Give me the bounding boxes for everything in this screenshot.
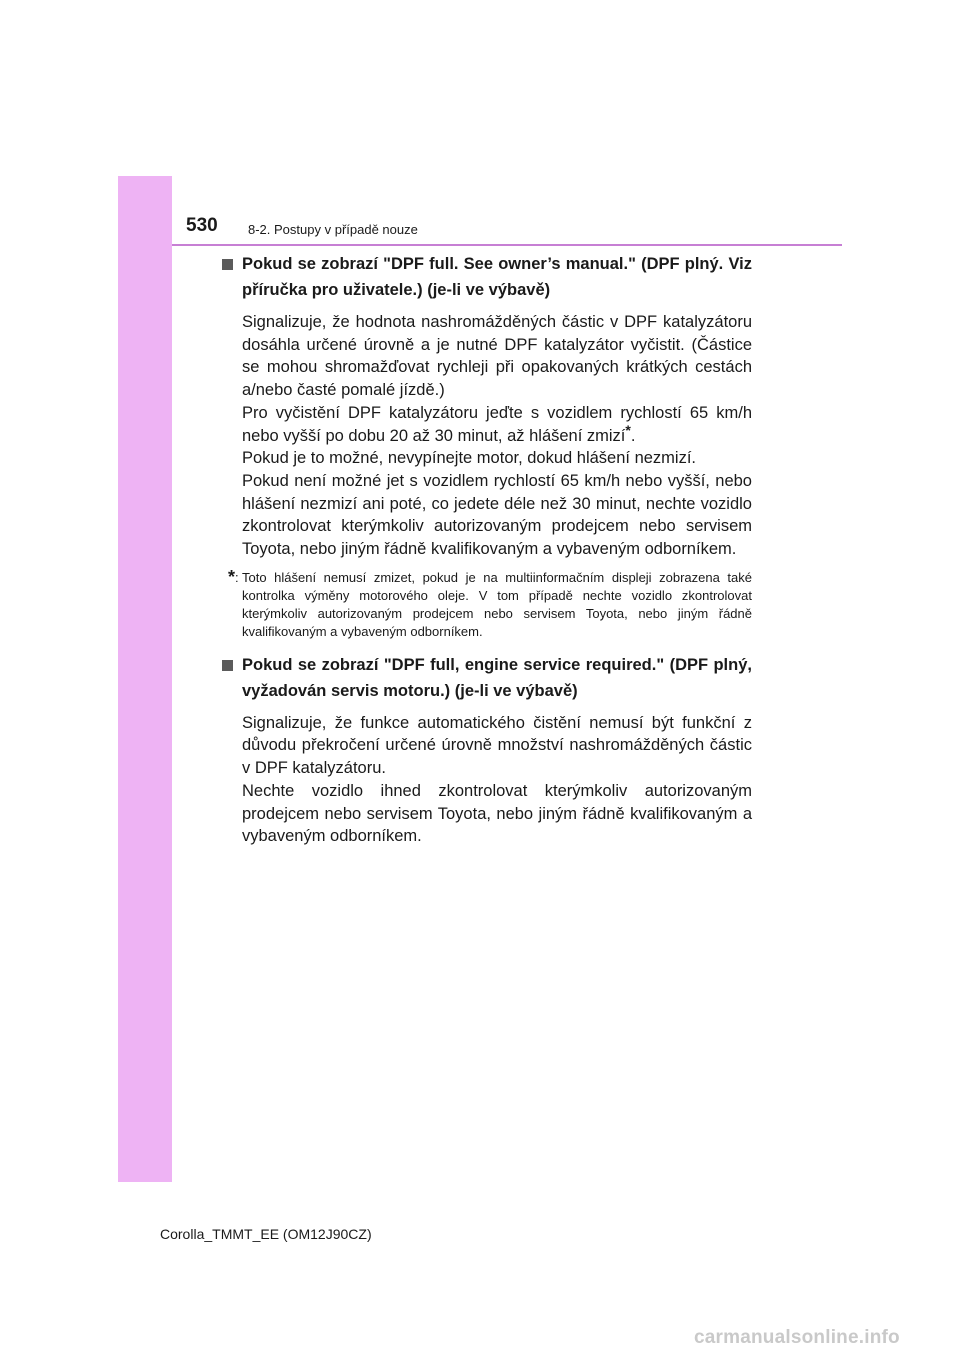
entry-dpf-engine-service bbox=[220, 652, 752, 848]
entry-heading-text: Pokud se zobrazí "DPF full, engine service required." (DPF plný, vyžadován servis motoru.) (je-li ve výbavě) bbox=[242, 655, 752, 700]
square-bullet-icon bbox=[222, 259, 233, 270]
paragraph: Pro vyčistění DPF katalyzátoru jeďte s vozidlem rychlostí 65 km/h nebo vyšší po dobu 20 až 30 minut, až hlášení zmizí*. bbox=[242, 403, 752, 445]
header-rule bbox=[172, 244, 842, 246]
footnote-star-icon: * bbox=[228, 566, 236, 587]
paragraph: Signalizuje, že hodnota nashromážděných částic v DPF katalyzátoru dosáhla určené úrovně a je nutné DPF katalyzátor vyčistit. (Částice se mohou shromažďovat rychleji při opakovaných krátkých cestách a/nebo časté pomalé jízdě.) bbox=[242, 313, 752, 400]
watermark-text: carmanualsonline.info bbox=[694, 1327, 900, 1348]
footnote bbox=[220, 566, 752, 641]
paragraph-text: Pro vyčistění DPF katalyzátoru jeďte s vozidlem rychlostí 65 km/h nebo vyšší po dobu 20 až 30 minut, až hlášení zmizí bbox=[242, 403, 752, 445]
footnote-colon: : bbox=[235, 569, 239, 585]
page-content bbox=[220, 251, 752, 848]
entry-dpf-full bbox=[220, 251, 752, 641]
footnote-text: Toto hlášení nemusí zmizet, pokud je na multiinformačním displeji zobrazena také kontrolka výměny motorového oleje. V tom případě nechte vozidlo zkontrolovat kterýmkoliv autorizovaným prodejcem nebo servisem Toyota, nebo jiným řádně kvalifikovaným a vybaveným odborníkem. bbox=[242, 569, 752, 639]
entry-heading-text: Pokud se zobrazí "DPF full. See owner’s manual." (DPF plný. Viz příručka pro uživatele.) (je-li ve výbavě) bbox=[242, 255, 752, 299]
paragraph: Nechte vozidlo ihned zkontrolovat kterýmkoliv autorizovaným prodejcem nebo servisem Toyota, nebo jiným řádně kvalifikovaným a vybaveným odborníkem. bbox=[242, 781, 752, 846]
entry-heading bbox=[220, 652, 752, 704]
page-number: 530 bbox=[186, 215, 218, 236]
paragraph: Pokud není možné jet s vozidlem rychlostí 65 km/h nebo vyšší, nebo hlášení nezmizí ani poté, co jedete déle než 30 minut, nechte vozidlo zkontrolovat kterýmkoliv autorizovaným prodejcem nebo servisem Toyota, nebo jiným řádně kvalifikovaným a vybaveným odborníkem. bbox=[242, 471, 752, 559]
square-bullet-icon bbox=[222, 660, 233, 671]
paragraph: Pokud je to možné, nevypínejte motor, dokud hlášení nezmizí. bbox=[242, 449, 697, 468]
entry-heading bbox=[220, 251, 752, 303]
paragraph: Signalizuje, že funkce automatického čistění nemusí být funkční z důvodu překročení určené úrovně množství nashromážděných částic v DPF katalyzátoru. bbox=[242, 713, 752, 778]
footnote-star-icon: * bbox=[625, 421, 631, 438]
section-title: 8-2. Postupy v případě nouze bbox=[248, 222, 418, 237]
document-id: Corolla_TMMT_EE (OM12J90CZ) bbox=[160, 1226, 372, 1242]
side-color-band bbox=[118, 176, 172, 1182]
